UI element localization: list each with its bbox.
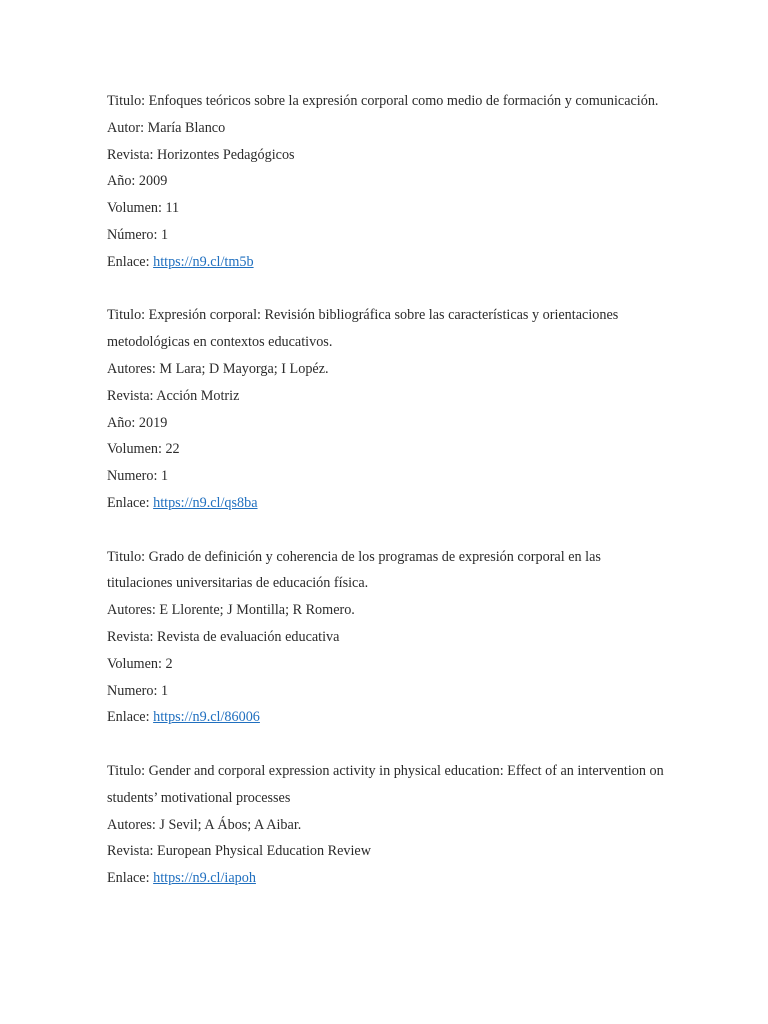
- entry-link-label: Enlace:: [107, 253, 154, 270]
- entry-number: Numero: 1: [107, 468, 169, 485]
- entry-link[interactable]: https://n9.cl/tm5b: [153, 253, 254, 270]
- entry-title: Titulo: Expresión corporal: Revisión bibliográfica sobre las características y orientaciones metodológicas en contextos educativos.: [107, 307, 619, 351]
- spacer: [107, 276, 667, 303]
- entry-link-line: [107, 704, 667, 731]
- entry-year: Año: 2019: [107, 414, 168, 431]
- entry-link-label: Enlace:: [107, 870, 154, 887]
- entry-journal: Revista: European Physical Education Review: [107, 843, 371, 860]
- entry-link-line: [107, 249, 667, 276]
- entry-author: Autores: M Lara; D Mayorga; I Lopéz.: [107, 360, 329, 377]
- document-page: [107, 88, 667, 892]
- entry-author: Autor: María Blanco: [107, 119, 226, 136]
- spacer: [107, 517, 667, 544]
- entry-volume: Volumen: 22: [107, 441, 180, 458]
- entry-journal: Revista: Horizontes Pedagógicos: [107, 146, 295, 163]
- spacer: [107, 731, 667, 758]
- entry-author: Autores: E Llorente; J Montilla; R Romero.: [107, 602, 355, 619]
- entry-author: Autores: J Sevil; A Ábos; A Aibar.: [107, 816, 302, 833]
- entry-volume: Volumen: 11: [107, 200, 180, 217]
- entry-link-label: Enlace:: [107, 709, 154, 726]
- entry-link[interactable]: https://n9.cl/iapoh: [153, 870, 256, 887]
- reference-entry-2: [107, 302, 667, 516]
- entry-link-line: [107, 865, 667, 892]
- entry-title: Titulo: Enfoques teóricos sobre la expresión corporal como medio de formación y comunicación.: [107, 93, 659, 109]
- entry-title: Titulo: Grado de definición y coherencia de los programas de expresión corporal en las titulaciones universitarias de educación física.: [107, 548, 601, 592]
- reference-entry-1: [107, 88, 667, 276]
- entry-number: Numero: 1: [107, 682, 169, 699]
- entry-volume: Volumen: 2: [107, 655, 173, 672]
- entry-link-label: Enlace:: [107, 494, 154, 511]
- entry-year: Año: 2009: [107, 173, 168, 190]
- entry-title: Titulo: Gender and corporal expression activity in physical education: Effect of an intervention on students’ motivational processes: [107, 762, 664, 806]
- entry-link-line: [107, 490, 667, 517]
- entry-journal: Revista: Acción Motriz: [107, 387, 240, 404]
- reference-entry-3: [107, 544, 667, 732]
- entry-link[interactable]: https://n9.cl/qs8ba: [153, 494, 258, 511]
- entry-number: Número: 1: [107, 226, 169, 243]
- entry-link[interactable]: https://n9.cl/86006: [153, 709, 260, 726]
- entry-journal: Revista: Revista de evaluación educativa: [107, 628, 340, 645]
- reference-entry-4: [107, 758, 667, 892]
